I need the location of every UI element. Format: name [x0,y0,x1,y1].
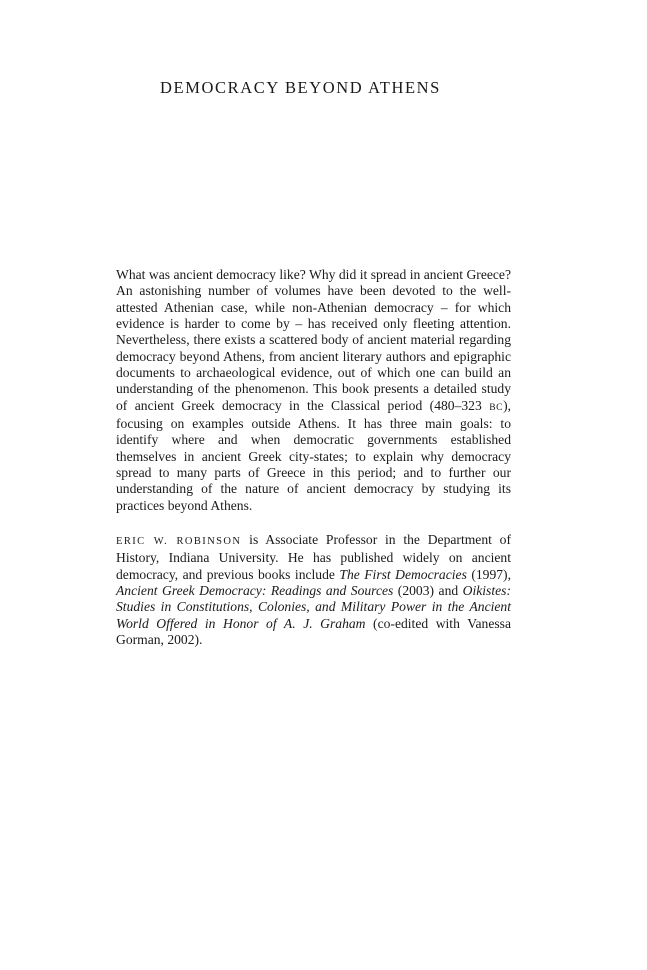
book-description [116,267,511,514]
bio-text-3: (2003) and [393,583,463,599]
bio-text-2: (1997), [466,566,511,582]
era-abbreviation: BC [489,402,504,413]
book-title-first-democracies: The First Democracies [339,566,467,582]
description-text-part-2: ), focusing on examples outside Athens. It has three main goals: to identify where and when democratic governments established themselves in ancient Greek city-states; to explain why democracy spread to many parts of Greece in this period; and to further our understanding of the nature of ancient democracy by studying its practices beyond Athens. [116,397,511,513]
author-name: ERIC W. ROBINSON [116,536,242,547]
author-biography [116,532,511,648]
bio-text-1: is Associate Professor in the Department of History, Indiana University. He has published widely on ancient democracy, and previous books include [116,532,511,582]
book-title-oikistes: Oikistes: Studies in Constitutions, Colonies, and Military Power in the Ancient World Offered in Honor of A. J. Graham [116,583,511,631]
bio-text-4: (co-edited with Vanessa Gorman, 2002). [116,615,511,648]
description-text-part-1: What was ancient democracy like? Why did it spread in ancient Greece? An astonishing number of volumes have been devoted to the well-attested Athenian case, while non-Athenian democracy – for which evidence is harder to come by – has received only fleeting attention. Nevertheless, there exists a scattered body of ancient material regarding democracy beyond Athens, from ancient literary authors and epigraphic documents to archaeological evidence, out of which one can build an understanding of the phenomenon. This book presents a detailed study of ancient Greek democracy in the Classical period (480–323 [116,267,511,413]
book-title-ancient-greek-democracy: Ancient Greek Democracy: Readings and Sources [116,583,394,599]
page-title: DEMOCRACY BEYOND ATHENS [160,78,441,97]
